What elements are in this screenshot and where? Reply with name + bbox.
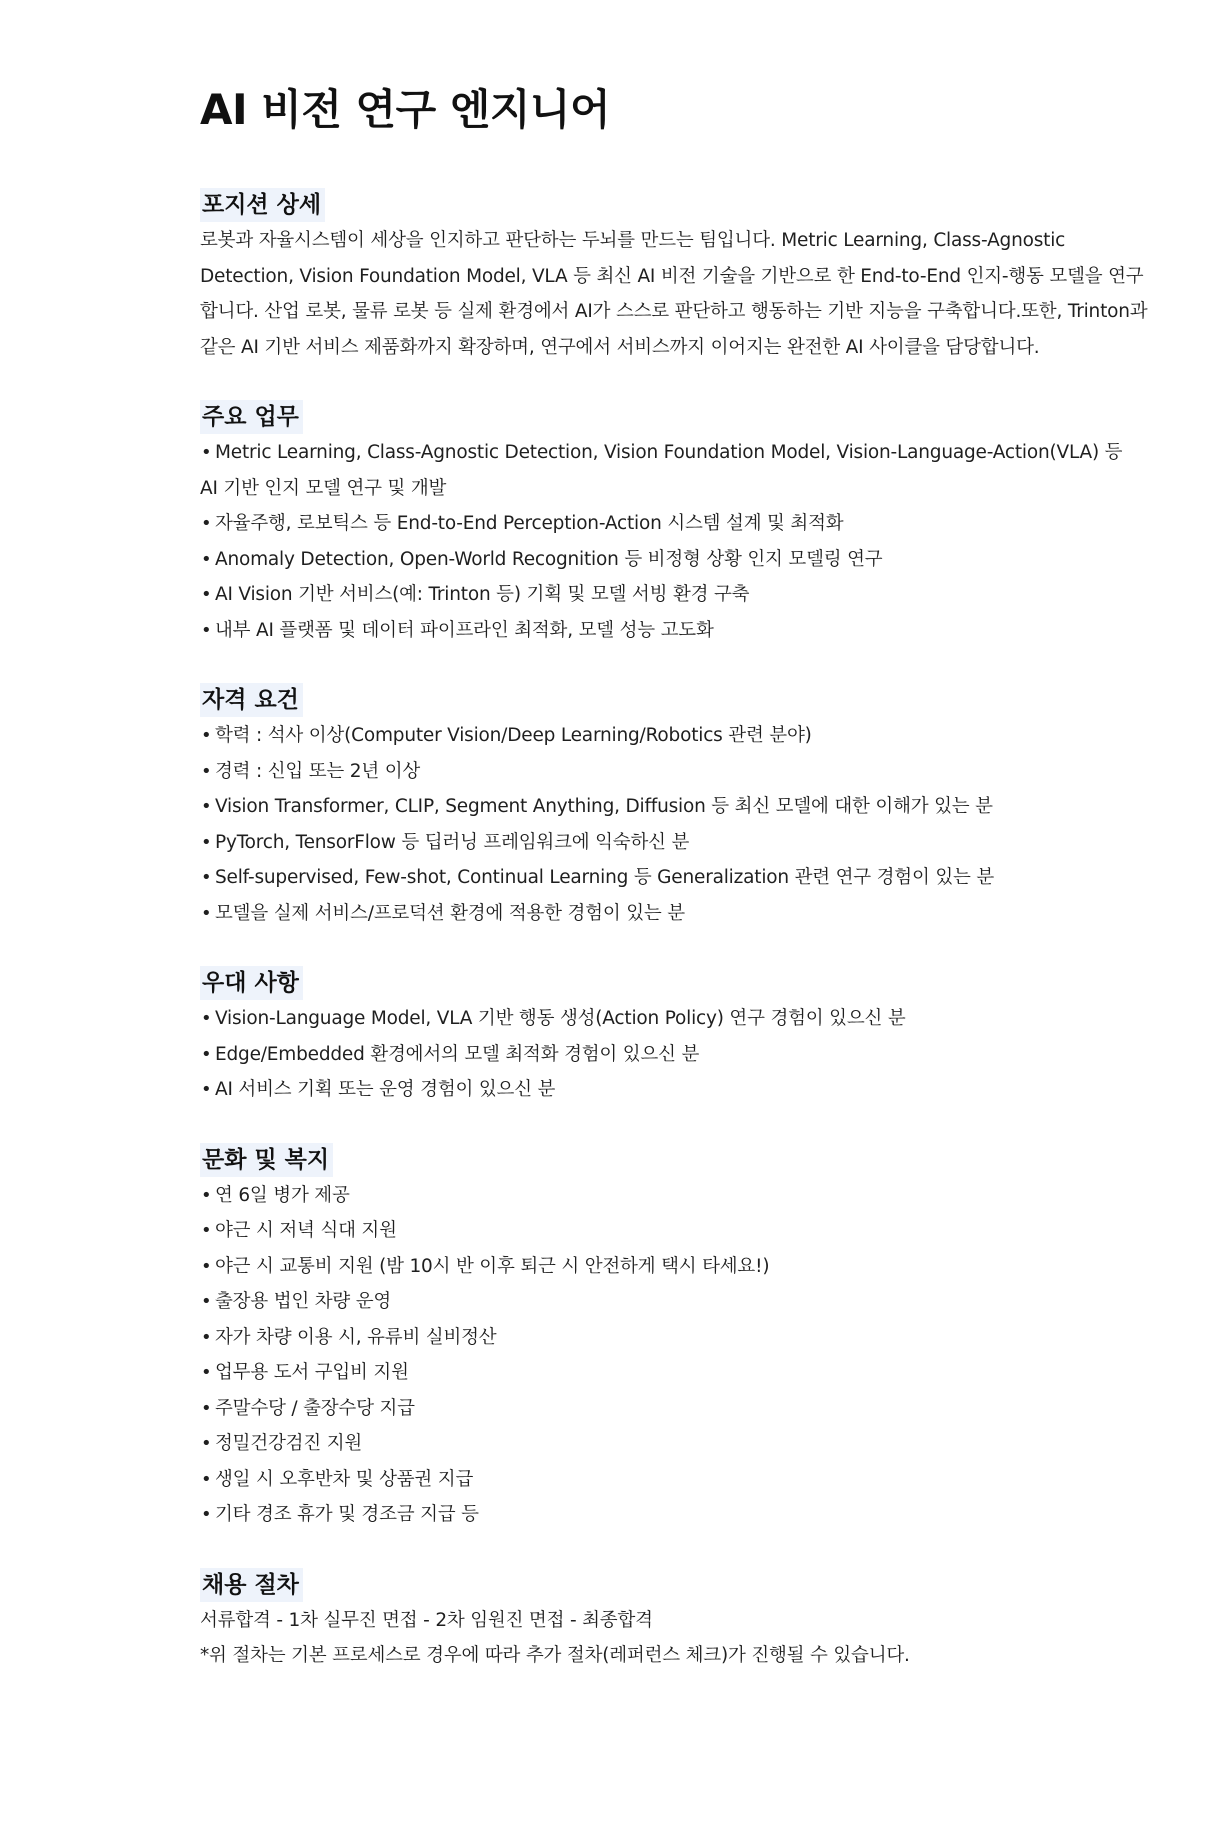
bullet-icon: •	[201, 867, 212, 888]
bullet-icon: •	[201, 1362, 212, 1383]
position-detail-line: Detection, Vision Foundation Model, VLA 등 최신 AI 비전 기술을 기반으로 한 End-to-End 인지-행동 모델을 연구	[200, 265, 1144, 287]
list-item	[200, 825, 1150, 861]
list-item	[200, 1249, 1150, 1285]
list-item	[200, 1320, 1150, 1356]
list-item-text: 야근 시 교통비 지원 (밤 10시 반 이후 퇴근 시 안전하게 택시 타세요!)	[215, 1255, 770, 1277]
list-item-text: 연 6일 병가 제공	[215, 1184, 350, 1206]
list-item-text: Self-supervised, Few-shot, Continual Learning 등 Generalization 관련 연구 경험이 있는 분	[215, 867, 995, 888]
section-hiring-process	[200, 1568, 1150, 1674]
list-item	[200, 435, 1150, 471]
hiring-process-body	[200, 1603, 1150, 1674]
list-item	[200, 542, 1150, 578]
section-heading-benefits: 문화 및 복지	[200, 1143, 333, 1177]
list-item	[200, 1391, 1150, 1427]
bullet-icon: •	[201, 1504, 212, 1525]
list-item	[200, 1355, 1150, 1391]
list-item-text: 모델을 실제 서비스/프로덕션 환경에 적용한 경험이 있는 분	[215, 902, 685, 924]
bullet-icon: •	[201, 902, 212, 924]
position-detail-line: 같은 AI 기반 서비스 제품화까지 확장하며, 연구에서 서비스까지 이어지는 완전한 AI 사이클을 담당합니다.	[200, 336, 1040, 358]
bullet-icon: •	[201, 1326, 212, 1348]
list-item-text: Vision-Language Model, VLA 기반 행동 생성(Action Policy) 연구 경험이 있으신 분	[215, 1008, 906, 1029]
bullet-icon: •	[201, 1079, 212, 1100]
list-item-text: Metric Learning, Class-Agnostic Detection, Vision Foundation Model, Vision-Language-Action(VLA) 등	[215, 442, 1123, 463]
hiring-process-line: 서류합격 - 1차 실무진 면접 - 2차 임원진 면접 - 최종합격	[200, 1609, 653, 1631]
list-item-text: 야근 시 저녁 식대 지원	[215, 1220, 397, 1241]
list-item-text: AI 서비스 기획 또는 운영 경험이 있으신 분	[215, 1079, 556, 1100]
bullet-icon: •	[201, 1220, 212, 1241]
list-item-text: AI Vision 기반 서비스(예: Trinton 등) 기획 및 모델 서빙 환경 구축	[215, 584, 750, 605]
section-preferred	[200, 966, 1150, 1108]
list-item	[200, 613, 1150, 649]
list-item-text: 학력 : 석사 이상(Computer Vision/Deep Learning/Robotics 관련 분야)	[215, 725, 812, 746]
list-item	[200, 896, 1150, 932]
position-detail-line: 로봇과 자율시스템이 세상을 인지하고 판단하는 두뇌를 만드는 팀입니다. Metric Learning, Class-Agnostic	[200, 230, 1066, 251]
list-item-text: 주말수당 / 출장수당 지급	[215, 1397, 415, 1419]
section-heading-qualifications: 자격 요건	[200, 683, 303, 717]
list-item	[200, 1072, 1150, 1108]
bullet-icon: •	[201, 725, 212, 746]
section-benefits	[200, 1143, 1150, 1533]
list-item	[200, 1037, 1150, 1073]
bullet-icon: •	[201, 1184, 212, 1206]
main-duties-list	[200, 435, 1150, 648]
list-item	[200, 754, 1150, 790]
list-item	[200, 718, 1150, 754]
bullet-icon: •	[201, 796, 212, 817]
hiring-process-note: *위 절차는 기본 프로세스로 경우에 따라 추가 절차(레퍼런스 체크)가 진행될 수 있습니다.	[200, 1645, 910, 1666]
bullet-icon: •	[201, 1008, 212, 1029]
list-item	[200, 1178, 1150, 1214]
position-detail-line: 합니다. 산업 로봇, 물류 로봇 등 실제 환경에서 AI가 스스로 판단하고 행동하는 기반 지능을 구축합니다.또한, Trinton과	[200, 301, 1148, 322]
list-item-text: 자율주행, 로보틱스 등 End-to-End Perception-Action 시스템 설계 및 최적화	[215, 513, 844, 534]
section-position-detail	[200, 188, 1150, 365]
list-item-text: AI 기반 인지 모델 연구 및 개발	[200, 477, 447, 499]
bullet-icon: •	[201, 760, 212, 782]
list-item	[200, 1001, 1150, 1037]
list-item-text: 기타 경조 휴가 및 경조금 지급 등	[215, 1504, 479, 1525]
list-item-text: Anomaly Detection, Open-World Recognition 등 비정형 상황 인지 모델링 연구	[215, 548, 883, 570]
bullet-icon: •	[201, 1255, 212, 1277]
bullet-icon: •	[201, 1468, 212, 1490]
list-item-text: Vision Transformer, CLIP, Segment Anything, Diffusion 등 최신 모델에 대한 이해가 있는 분	[215, 796, 993, 817]
job-posting-content	[200, 70, 1150, 1674]
list-item	[200, 1213, 1150, 1249]
bullet-icon: •	[201, 1043, 212, 1065]
list-item-text: 자가 차량 이용 시, 유류비 실비정산	[215, 1326, 497, 1348]
qualifications-list	[200, 718, 1150, 931]
list-item	[200, 1284, 1150, 1320]
list-item	[200, 506, 1150, 542]
section-heading-main-duties: 주요 업무	[200, 400, 303, 434]
section-heading-hiring-process: 채용 절차	[200, 1568, 303, 1602]
bullet-icon: •	[201, 1433, 212, 1454]
bullet-icon: •	[201, 1397, 212, 1419]
bullet-icon: •	[201, 442, 212, 463]
bullet-icon: •	[201, 584, 212, 605]
section-qualifications	[200, 683, 1150, 931]
list-item	[200, 1497, 1150, 1533]
section-heading-position-detail: 포지션 상세	[200, 188, 325, 222]
list-item-text: 출장용 법인 차량 운영	[215, 1291, 392, 1312]
benefits-list	[200, 1178, 1150, 1533]
list-item-text: 생일 시 오후반차 및 상품권 지급	[215, 1468, 474, 1490]
list-item	[200, 789, 1150, 825]
list-item	[200, 1462, 1150, 1498]
list-item-text: 내부 AI 플랫폼 및 데이터 파이프라인 최적화, 모델 성능 고도화	[215, 619, 714, 641]
bullet-icon: •	[201, 548, 212, 570]
bullet-icon: •	[201, 513, 212, 534]
preferred-list	[200, 1001, 1150, 1108]
list-item-text: 경력 : 신입 또는 2년 이상	[215, 760, 421, 782]
list-item	[200, 1426, 1150, 1462]
position-detail-body	[200, 223, 1150, 365]
section-heading-preferred: 우대 사항	[200, 966, 303, 1000]
list-item-text: 업무용 도서 구입비 지원	[215, 1362, 409, 1383]
bullet-icon: •	[201, 1291, 212, 1312]
page-title: AI 비전 연구 엔지니어	[200, 85, 611, 134]
list-item	[200, 577, 1150, 613]
list-item-text: 정밀건강검진 지원	[215, 1433, 363, 1454]
list-item-text: PyTorch, TensorFlow 등 딥러닝 프레임워크에 익숙하신 분	[215, 831, 690, 853]
list-item-text: Edge/Embedded 환경에서의 모델 최적화 경험이 있으신 분	[215, 1043, 700, 1065]
list-item-continuation	[200, 471, 1150, 507]
list-item	[200, 860, 1150, 896]
section-main-duties	[200, 400, 1150, 648]
bullet-icon: •	[201, 831, 212, 853]
bullet-icon: •	[201, 619, 212, 641]
